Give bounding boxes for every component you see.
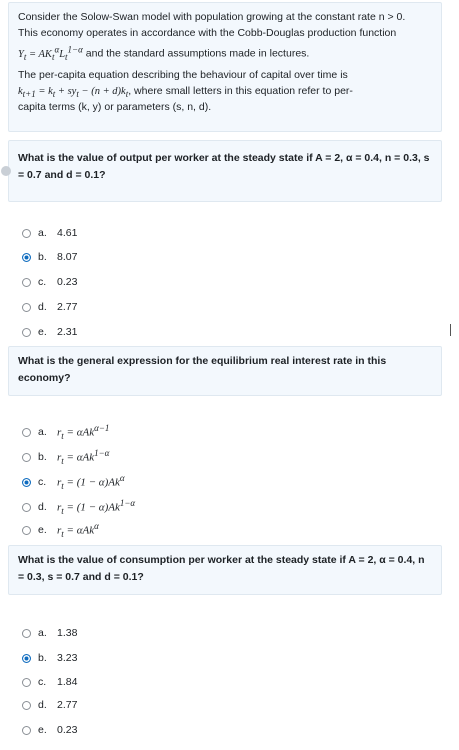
q1-option-a[interactable]: a. 4.61: [22, 225, 77, 241]
radio-button[interactable]: [22, 428, 31, 437]
scroll-marker: [450, 324, 451, 336]
formula-option-a: $r_t = \alpha Ak^{\alpha-1}$: [57, 423, 110, 441]
radio-button[interactable]: [22, 278, 31, 287]
q1-option-d[interactable]: d. 2.77: [22, 299, 77, 315]
intro-line-2: This economy operates in accordance with the Cobb-Douglas production function: [18, 27, 397, 39]
intro-line-6: capita terms (k, y) or parameters (s, n, d).: [18, 101, 212, 113]
question-3-text: What is the value of consumption per worker at the steady state if A = 2, α = 0.4, n = 0.3, s = 0.7 and d = 0.1?: [18, 554, 425, 583]
formula-option-b: $r_t = \alpha Ak^{1-\alpha}$: [57, 448, 110, 466]
radio-button-selected[interactable]: [22, 253, 31, 262]
radio-button[interactable]: [22, 503, 31, 512]
q3-option-d[interactable]: d. 2.77: [22, 697, 77, 713]
q1-option-c[interactable]: c. 0.23: [22, 274, 77, 290]
q1-option-b[interactable]: b. 8.07: [22, 249, 77, 265]
question-2-card: [8, 346, 442, 396]
q2-option-d[interactable]: d. $r_t = (1 - \alpha)Ak^{1-\alpha}$: [22, 499, 135, 515]
intro-line-1: Consider the Solow-Swan model with population growing at the constant rate n > 0.: [18, 11, 406, 23]
radio-button[interactable]: [22, 678, 31, 687]
q3-option-b[interactable]: b. 3.23: [22, 650, 77, 666]
q2-option-a[interactable]: a. $r_t = \alpha Ak^{\alpha-1}$: [22, 424, 109, 440]
radio-button-selected[interactable]: [22, 654, 31, 663]
q2-option-c[interactable]: c. $r_t = (1 - \alpha)Ak^\alpha$: [22, 474, 125, 490]
formula-option-e: $r_t = \alpha Ak^\alpha$: [57, 521, 99, 539]
intro-line-5: $k_{t+1} = k_t + sy_t - (n + d)k_t$, where small letters in this equation refer to per-: [18, 85, 353, 100]
radio-button[interactable]: [22, 629, 31, 638]
q2-option-b[interactable]: b. $r_t = \alpha Ak^{1-\alpha}$: [22, 449, 109, 465]
q1-option-e[interactable]: e. 2.31: [22, 324, 77, 340]
q3-option-a[interactable]: a. 1.38: [22, 625, 77, 641]
intro-line-3: $Y_t = AK_t^\alpha L_t^{1-\alpha}$ and the standard assumptions made in lectures.: [18, 44, 310, 62]
question-3-card: [8, 545, 442, 595]
radio-button[interactable]: [22, 303, 31, 312]
radio-button[interactable]: [22, 526, 31, 535]
intro-card: [8, 2, 442, 132]
question-1-text: What is the value of output per worker at the steady state if A = 2, α = 0.4, n = 0.3, s = 0.7 and d = 0.1?: [18, 152, 430, 181]
production-function-formula: $Y_t = AK_t^\alpha L_t^{1-\alpha}$: [18, 44, 83, 62]
radio-button[interactable]: [22, 726, 31, 735]
intro-line-4: The per-capita equation describing the behaviour of capital over time is: [18, 69, 348, 81]
formula-option-c: $r_t = (1 - \alpha)Ak^\alpha$: [57, 473, 125, 491]
q3-option-c[interactable]: c. 1.84: [22, 674, 77, 690]
q3-option-e[interactable]: e. 0.23: [22, 722, 77, 738]
question-1-card: [8, 140, 442, 202]
radio-button-selected[interactable]: [22, 478, 31, 487]
radio-button[interactable]: [22, 701, 31, 710]
formula-option-d: $r_t = (1 - \alpha)Ak^{1-\alpha}$: [57, 498, 136, 516]
q2-option-e[interactable]: e. $r_t = \alpha Ak^\alpha$: [22, 522, 99, 538]
question-2-text: What is the general expression for the equilibrium real interest rate in this economy?: [18, 355, 387, 384]
capital-equation-formula: $k_{t+1} = k_t + sy_t - (n + d)k_t$: [18, 86, 129, 100]
radio-button[interactable]: [22, 328, 31, 337]
radio-button[interactable]: [22, 453, 31, 462]
question-marker: [1, 166, 11, 176]
radio-button[interactable]: [22, 229, 31, 238]
